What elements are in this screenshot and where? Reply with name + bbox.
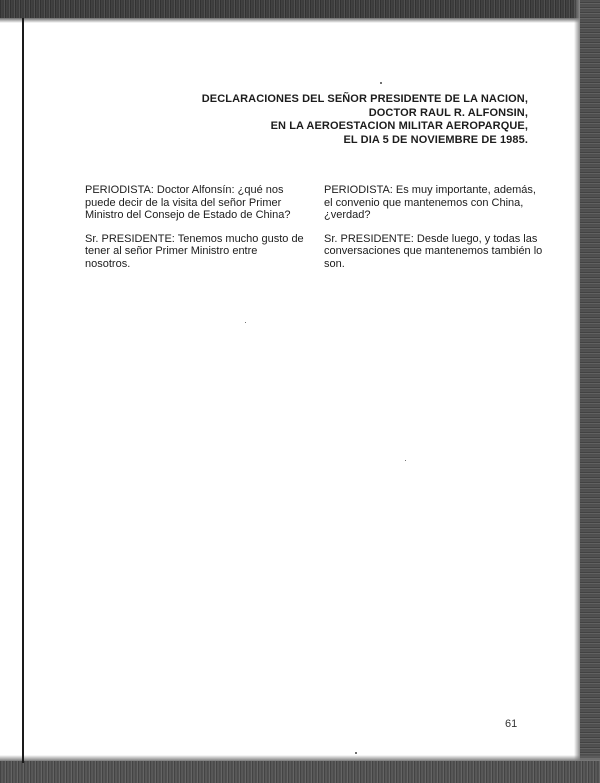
- president-answer-1: Sr. PRESIDENTE: Tenemos mucho gusto de tener al señor Primer Ministro entre nosotros.: [85, 232, 304, 270]
- journalist-question-1: PERIODISTA: Doctor Alfonsín: ¿qué nos puede decir de la visita del señor Primer Ministro del Consejo de Estado de China?: [85, 184, 291, 222]
- page-number: 61: [505, 718, 518, 730]
- scan-shadow-top: [0, 18, 600, 23]
- scan-border-top: [0, 0, 600, 18]
- scan-speck: [380, 82, 382, 84]
- scan-shadow-right: [574, 0, 580, 783]
- journalist-question-2: PERIODISTA: Es muy importante, además, el convenio que mantenemos con China, ¿verdad?: [324, 184, 536, 222]
- document-header: [202, 93, 528, 147]
- header-line-4: EL DIA 5 DE NOVIEMBRE DE 1985.: [343, 133, 528, 146]
- page-left-edge-line: [22, 18, 24, 763]
- scan-speck: [405, 460, 406, 461]
- right-column: [324, 184, 544, 282]
- scan-border-bottom: [0, 761, 600, 783]
- scan-shadow-bottom: [0, 755, 600, 761]
- scan-border-right: [580, 0, 600, 783]
- scan-speck: [355, 752, 357, 754]
- header-line-2: DOCTOR RAUL R. ALFONSIN,: [368, 106, 528, 119]
- header-line-3: EN LA AEROESTACION MILITAR AEROPARQUE,: [270, 120, 528, 132]
- header-line-1: DECLARACIONES DEL SEÑOR PRESIDENTE DE LA NACION,: [201, 93, 528, 105]
- left-column: [85, 184, 305, 282]
- president-answer-2: Sr. PRESIDENTE: Desde luego, y todas las conversaciones que mantenemos también lo son.: [324, 232, 543, 270]
- scan-speck: [245, 322, 246, 323]
